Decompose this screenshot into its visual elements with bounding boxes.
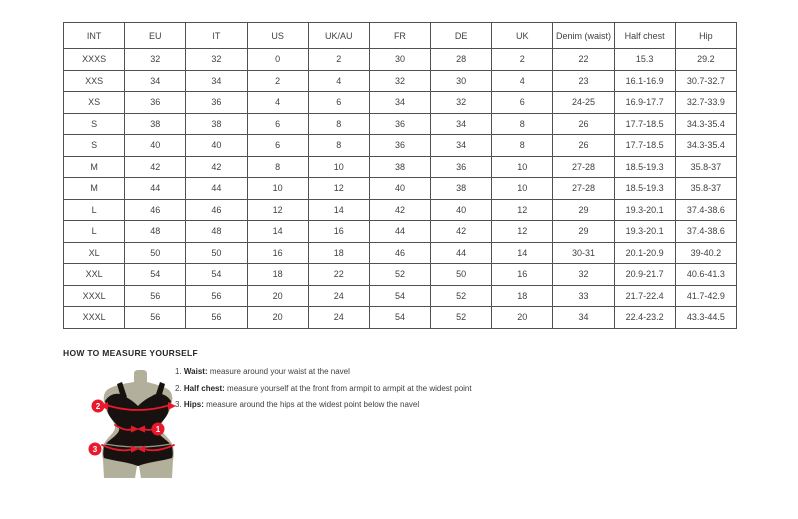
table-cell: 26 xyxy=(553,135,614,157)
table-cell: 40 xyxy=(125,135,186,157)
table-cell: 44 xyxy=(186,178,247,200)
table-cell: 34 xyxy=(125,70,186,92)
measure-step xyxy=(175,397,472,414)
table-cell: 22.4-23.2 xyxy=(614,307,675,329)
table-cell: XXXL xyxy=(64,285,125,307)
table-cell: 42 xyxy=(369,199,430,221)
table-cell: 0 xyxy=(247,49,308,71)
table-cell: 23 xyxy=(553,70,614,92)
table-cell: 16 xyxy=(308,221,369,243)
table-cell: L xyxy=(64,221,125,243)
table-cell: 8 xyxy=(308,113,369,135)
table-row xyxy=(64,135,737,157)
table-cell: XXXL xyxy=(64,307,125,329)
table-cell: 20.9-21.7 xyxy=(614,264,675,286)
table-cell: 12 xyxy=(492,221,553,243)
table-row xyxy=(64,242,737,264)
table-cell: 54 xyxy=(125,264,186,286)
table-cell: 33 xyxy=(553,285,614,307)
table-cell: 18 xyxy=(247,264,308,286)
step-term: Waist: xyxy=(183,367,208,376)
table-cell: 50 xyxy=(125,242,186,264)
step-text: measure yourself at the front from armpit to armpit at the widest point xyxy=(224,383,472,393)
table-cell: 34.3-35.4 xyxy=(675,135,736,157)
table-cell: 56 xyxy=(186,307,247,329)
table-cell: 42 xyxy=(186,156,247,178)
table-cell: 40 xyxy=(186,135,247,157)
table-cell: 28 xyxy=(431,49,492,71)
table-cell: S xyxy=(64,135,125,157)
table-cell: 36 xyxy=(186,92,247,114)
measure-steps-list xyxy=(175,364,472,414)
table-cell: 15.3 xyxy=(614,49,675,71)
table-cell: 38 xyxy=(369,156,430,178)
table-cell: 29 xyxy=(553,221,614,243)
table-cell: XXXS xyxy=(64,49,125,71)
table-cell: 42 xyxy=(125,156,186,178)
table-cell: 46 xyxy=(186,199,247,221)
table-cell: 20 xyxy=(247,307,308,329)
table-row xyxy=(64,92,737,114)
table-cell: 43.3-44.5 xyxy=(675,307,736,329)
table-cell: 38 xyxy=(431,178,492,200)
table-cell: 32 xyxy=(125,49,186,71)
table-row xyxy=(64,264,737,286)
table-cell: 48 xyxy=(125,221,186,243)
table-cell: 32 xyxy=(553,264,614,286)
table-cell: XS xyxy=(64,92,125,114)
column-header: US xyxy=(247,23,308,49)
table-row xyxy=(64,156,737,178)
table-cell: 35.8-37 xyxy=(675,178,736,200)
step-number: 1. xyxy=(175,367,182,376)
table-row xyxy=(64,285,737,307)
table-cell: 34 xyxy=(553,307,614,329)
table-cell: 56 xyxy=(125,285,186,307)
table-cell: 16 xyxy=(247,242,308,264)
table-cell: L xyxy=(64,199,125,221)
table-cell: 32.7-33.9 xyxy=(675,92,736,114)
badge-hips-number: 3 xyxy=(92,445,98,454)
table-cell: 46 xyxy=(125,199,186,221)
step-number: 3. xyxy=(175,400,182,409)
table-cell: 50 xyxy=(431,264,492,286)
table-header-row xyxy=(64,23,737,49)
table-cell: 20 xyxy=(247,285,308,307)
table-cell: 24-25 xyxy=(553,92,614,114)
table-cell: 36 xyxy=(369,135,430,157)
table-cell: 34 xyxy=(431,113,492,135)
column-header: Hip xyxy=(675,23,736,49)
table-cell: 8 xyxy=(492,135,553,157)
table-row xyxy=(64,49,737,71)
table-cell: 30.7-32.7 xyxy=(675,70,736,92)
table-cell: 22 xyxy=(553,49,614,71)
table-cell: 40 xyxy=(369,178,430,200)
table-cell: 44 xyxy=(431,242,492,264)
badge-waist-number: 1 xyxy=(155,425,161,434)
badge-chest-number: 2 xyxy=(95,402,101,411)
table-cell: 30-31 xyxy=(553,242,614,264)
table-cell: 16.9-17.7 xyxy=(614,92,675,114)
table-cell: 32 xyxy=(186,49,247,71)
table-row xyxy=(64,113,737,135)
table-cell: 2 xyxy=(247,70,308,92)
table-cell: 14 xyxy=(492,242,553,264)
table-cell: 16 xyxy=(492,264,553,286)
table-row xyxy=(64,199,737,221)
table-cell: 56 xyxy=(125,307,186,329)
table-cell: 54 xyxy=(369,307,430,329)
table-cell: 24 xyxy=(308,307,369,329)
table-cell: 40 xyxy=(431,199,492,221)
table-cell: 34 xyxy=(369,92,430,114)
table-cell: M xyxy=(64,178,125,200)
table-cell: 27-28 xyxy=(553,156,614,178)
column-header: UK/AU xyxy=(308,23,369,49)
table-row xyxy=(64,221,737,243)
table-cell: 6 xyxy=(247,135,308,157)
table-cell: 44 xyxy=(369,221,430,243)
table-cell: 44 xyxy=(125,178,186,200)
table-cell: 30 xyxy=(431,70,492,92)
table-cell: 36 xyxy=(369,113,430,135)
table-cell: 42 xyxy=(431,221,492,243)
step-term: Half chest: xyxy=(183,383,225,393)
table-cell: 56 xyxy=(186,285,247,307)
table-cell: XXL xyxy=(64,264,125,286)
table-cell: 14 xyxy=(308,199,369,221)
step-text: measure around your waist at the navel xyxy=(207,367,350,376)
measure-guide-title: HOW TO MEASURE YOURSELF xyxy=(63,348,199,358)
table-cell: 41.7-42.9 xyxy=(675,285,736,307)
column-header: EU xyxy=(125,23,186,49)
table-cell: 18.5-19.3 xyxy=(614,156,675,178)
table-cell: 2 xyxy=(308,49,369,71)
column-header: Half chest xyxy=(614,23,675,49)
table-cell: 38 xyxy=(186,113,247,135)
table-cell: 2 xyxy=(492,49,553,71)
table-cell: 10 xyxy=(492,178,553,200)
measure-step xyxy=(175,364,472,381)
table-cell: 54 xyxy=(369,285,430,307)
table-cell: 22 xyxy=(308,264,369,286)
table-cell: 12 xyxy=(308,178,369,200)
table-cell: 6 xyxy=(492,92,553,114)
table-cell: 54 xyxy=(186,264,247,286)
table-cell: 26 xyxy=(553,113,614,135)
table-cell: 20.1-20.9 xyxy=(614,242,675,264)
table-cell: 48 xyxy=(186,221,247,243)
table-cell: 35.8-37 xyxy=(675,156,736,178)
size-table xyxy=(63,22,737,329)
table-cell: 17.7-18.5 xyxy=(614,113,675,135)
table-cell: M xyxy=(64,156,125,178)
table-cell: 40.6-41.3 xyxy=(675,264,736,286)
table-cell: 10 xyxy=(247,178,308,200)
table-row xyxy=(64,178,737,200)
table-cell: S xyxy=(64,113,125,135)
table-cell: 36 xyxy=(125,92,186,114)
table-cell: 34 xyxy=(431,135,492,157)
table-cell: 16.1-16.9 xyxy=(614,70,675,92)
table-cell: 27-28 xyxy=(553,178,614,200)
table-cell: 8 xyxy=(492,113,553,135)
step-number: 2. xyxy=(175,383,182,393)
table-cell: 52 xyxy=(431,285,492,307)
table-cell: 10 xyxy=(308,156,369,178)
table-cell: 19.3-20.1 xyxy=(614,199,675,221)
table-cell: 30 xyxy=(369,49,430,71)
table-cell: 50 xyxy=(186,242,247,264)
table-cell: 52 xyxy=(369,264,430,286)
table-cell: XXS xyxy=(64,70,125,92)
column-header: DE xyxy=(431,23,492,49)
table-cell: 36 xyxy=(431,156,492,178)
table-cell: 12 xyxy=(492,199,553,221)
body-measurement-figure xyxy=(84,368,178,480)
table-cell: 34.3-35.4 xyxy=(675,113,736,135)
step-term: Hips: xyxy=(183,400,204,409)
step-text: measure around the hips at the widest point below the navel xyxy=(203,400,420,409)
table-cell: 32 xyxy=(431,92,492,114)
table-cell: 19.3-20.1 xyxy=(614,221,675,243)
table-cell: 52 xyxy=(431,307,492,329)
table-cell: 18 xyxy=(308,242,369,264)
table-cell: 4 xyxy=(247,92,308,114)
mannequin-illustration xyxy=(84,368,178,480)
table-cell: 4 xyxy=(492,70,553,92)
column-header: IT xyxy=(186,23,247,49)
table-cell: 32 xyxy=(369,70,430,92)
table-cell: 14 xyxy=(247,221,308,243)
table-cell: 17.7-18.5 xyxy=(614,135,675,157)
table-cell: 24 xyxy=(308,285,369,307)
table-cell: 20 xyxy=(492,307,553,329)
table-cell: 29 xyxy=(553,199,614,221)
table-cell: 39-40.2 xyxy=(675,242,736,264)
table-cell: 18 xyxy=(492,285,553,307)
measure-step xyxy=(175,381,472,398)
table-row xyxy=(64,70,737,92)
table-cell: 4 xyxy=(308,70,369,92)
table-cell: 21.7-22.4 xyxy=(614,285,675,307)
table-cell: XL xyxy=(64,242,125,264)
table-cell: 6 xyxy=(247,113,308,135)
table-cell: 34 xyxy=(186,70,247,92)
table-cell: 37.4-38.6 xyxy=(675,221,736,243)
table-row xyxy=(64,307,737,329)
table-cell: 12 xyxy=(247,199,308,221)
table-cell: 38 xyxy=(125,113,186,135)
table-cell: 37.4-38.6 xyxy=(675,199,736,221)
table-cell: 46 xyxy=(369,242,430,264)
column-header: INT xyxy=(64,23,125,49)
table-cell: 29.2 xyxy=(675,49,736,71)
table-cell: 6 xyxy=(308,92,369,114)
table-cell: 10 xyxy=(492,156,553,178)
column-header: FR xyxy=(369,23,430,49)
table-cell: 8 xyxy=(247,156,308,178)
table-cell: 8 xyxy=(308,135,369,157)
table-cell: 18.5-19.3 xyxy=(614,178,675,200)
column-header: Denim (waist) xyxy=(553,23,614,49)
column-header: UK xyxy=(492,23,553,49)
